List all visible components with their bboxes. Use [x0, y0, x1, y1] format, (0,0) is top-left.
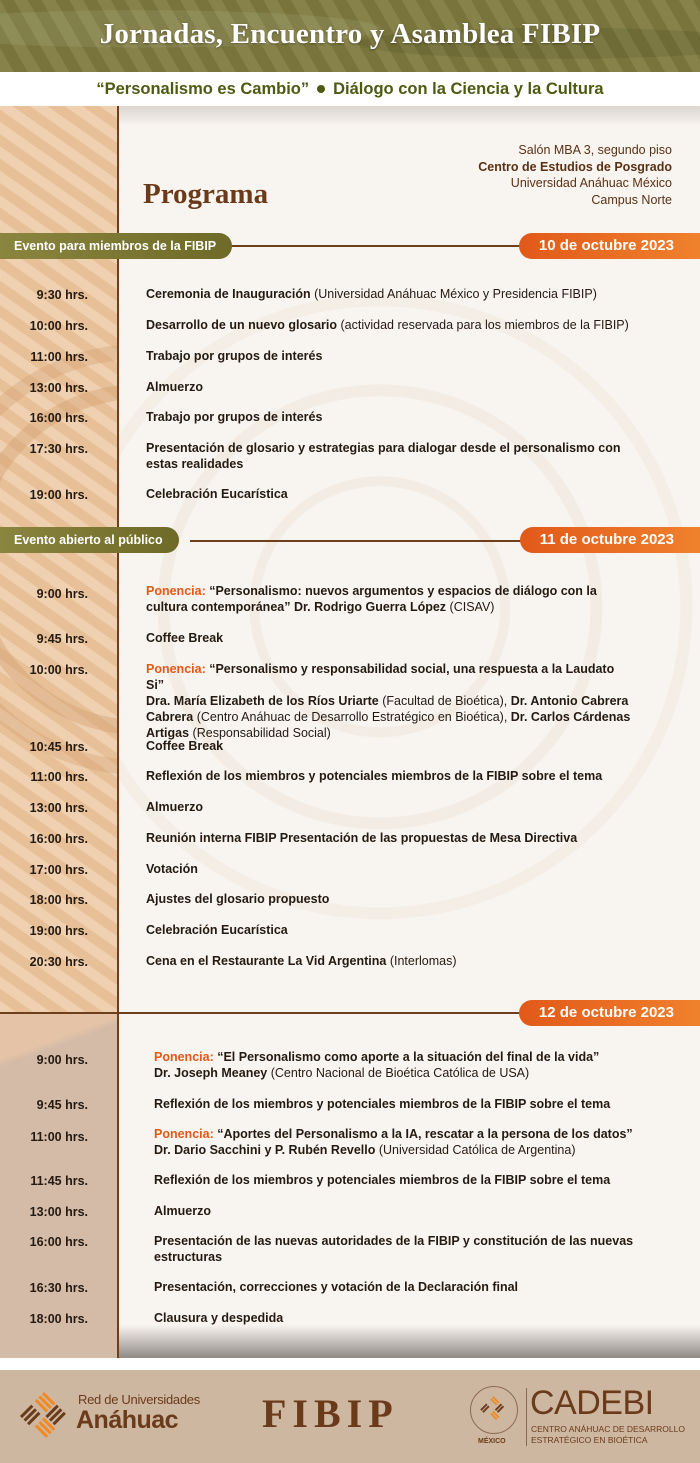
activity-note: (Universidad Anáhuac México y Presidencia FIBIP)	[310, 287, 597, 301]
row-description	[146, 486, 631, 502]
row-description	[146, 348, 631, 364]
row-description	[146, 286, 631, 302]
row-description	[154, 1172, 639, 1188]
row-time: 19:00 hrs.	[29, 488, 88, 502]
row-description	[146, 583, 631, 615]
row-description	[146, 953, 631, 969]
speaker-affiliation: (Centro Nacional de Bioética Católica de USA)	[267, 1066, 530, 1080]
activity: Votación	[146, 862, 198, 876]
activity-note: (actividad reservada para los miembros de la FIBIP)	[337, 318, 629, 332]
activity: Ajustes del glosario propuesto	[146, 892, 330, 906]
row-description	[146, 738, 631, 754]
row-time: 18:00 hrs.	[29, 893, 88, 907]
speaker-name: Dr. Antonio Cabrera Cabrera	[146, 694, 629, 724]
bullet-dot-icon	[317, 85, 325, 93]
row-time: 11:45 hrs.	[30, 1174, 88, 1188]
row-time: 11:00 hrs.	[30, 770, 88, 784]
row-time: 9:30 hrs.	[36, 288, 88, 302]
row-description	[146, 409, 631, 425]
row-description	[146, 861, 631, 877]
ponencia-label: Ponencia:	[154, 1050, 214, 1064]
row-time: 9:45 hrs.	[36, 1098, 88, 1112]
venue-line: Salón MBA 3, segundo piso	[518, 143, 672, 157]
cadebi-wordmark: CADEBI	[530, 1384, 654, 1422]
row-description	[146, 440, 631, 472]
row-time: 9:45 hrs.	[36, 632, 88, 646]
row-description	[154, 1203, 639, 1219]
activity-note: (Interlomas)	[386, 954, 457, 968]
anahuac-weave-icon	[18, 1390, 70, 1442]
venue-line: Universidad Anáhuac México	[510, 176, 672, 190]
seal-weave-icon	[471, 1387, 516, 1432]
speaker-name: Dr. Joseph Meaney	[154, 1066, 268, 1080]
activity: Coffee Break	[146, 739, 224, 753]
activity: Celebración Eucarística	[146, 487, 288, 501]
venue-line: Campus Norte	[591, 192, 672, 207]
activity: Reflexión de los miembros y potenciales miembros de la FIBIP sobre el tema	[154, 1097, 611, 1111]
speaker-affiliation: (CISAV)	[446, 600, 495, 614]
section-label-public: Evento abierto al público	[0, 527, 179, 553]
row-time: 17:00 hrs.	[29, 863, 88, 877]
row-description	[146, 630, 631, 646]
cadebi-subtitle-2: ESTRATÉGICO EN BIOÉTICA	[531, 1435, 648, 1445]
activity: Clausura y despedida	[154, 1311, 284, 1325]
row-description	[146, 799, 631, 815]
subtitle-rest: Diálogo con la Ciencia y la Cultura	[333, 80, 604, 98]
subtitle-quote: “Personalismo es Cambio”	[96, 80, 310, 98]
speaker-affiliation: (Responsabilidad Social)	[189, 726, 331, 740]
footer-gap	[0, 1358, 700, 1370]
section-line	[190, 540, 530, 542]
row-description	[154, 1126, 639, 1158]
speaker-name: Dra. María Elizabeth de los Ríos Uriarte	[146, 694, 379, 708]
logo-cadebi	[470, 1384, 695, 1454]
row-time: 11:00 hrs.	[30, 350, 88, 364]
row-time: 9:00 hrs.	[36, 587, 88, 601]
ponencia-label: Ponencia:	[146, 584, 206, 598]
cadebi-divider	[526, 1388, 527, 1446]
logo-fibip: FIBIP	[262, 1391, 399, 1436]
row-description	[154, 1049, 639, 1081]
row-time: 11:00 hrs.	[30, 1130, 88, 1144]
row-description	[154, 1310, 639, 1326]
row-description	[154, 1233, 639, 1265]
speaker-name: Dr. Rodrigo Guerra López	[293, 600, 447, 614]
seal-mexico-label: MÉXICO	[478, 1438, 506, 1445]
anahuac-wordmark: Anáhuac	[76, 1406, 179, 1434]
activity: Almuerzo	[146, 380, 203, 394]
anahuac-network-label: Red de Universidades	[78, 1392, 200, 1407]
row-time: 13:00 hrs.	[29, 381, 88, 395]
row-time: 20:30 hrs.	[29, 955, 88, 969]
talk-title: “Aportes del Personalismo a la IA, rescatar a la persona de los datos”	[213, 1127, 633, 1141]
row-time: 13:00 hrs.	[29, 801, 88, 815]
activity: Celebración Eucarística	[146, 923, 288, 937]
section-line	[220, 245, 530, 247]
activity: Cena en el Restaurante La Vid Argentina	[146, 954, 387, 968]
row-time: 19:00 hrs.	[29, 924, 88, 938]
activity: Reunión interna FIBIP Presentación de las propuestas de Mesa Directiva	[146, 831, 578, 845]
row-time: 16:00 hrs.	[29, 411, 88, 425]
activity: Desarrollo de un nuevo glosario	[146, 318, 338, 332]
talk-title: “Personalismo y responsabilidad social, una respuesta a la Laudato Si”	[146, 662, 615, 692]
speaker-affiliation: (Universidad Católica de Argentina)	[375, 1143, 576, 1157]
row-time: 10:00 hrs.	[29, 663, 88, 677]
speaker-name: Dr. Carlos Cárdenas Artigas	[146, 710, 631, 740]
row-description	[146, 317, 631, 333]
activity: Reflexión de los miembros y potenciales miembros de la FIBIP sobre el tema	[154, 1173, 611, 1187]
row-time: 18:00 hrs.	[29, 1312, 88, 1326]
speaker-affiliation: (Centro Anáhuac de Desarrollo Estratégico en Bioética),	[193, 710, 511, 724]
program-title: Programa	[143, 178, 269, 210]
row-time: 16:00 hrs.	[29, 1235, 88, 1249]
row-description	[146, 830, 631, 846]
activity: Trabajo por grupos de interés	[146, 349, 323, 363]
date-badge-oct12: 12 de octubre 2023	[519, 1000, 700, 1026]
university-seal-icon	[470, 1386, 518, 1434]
ponencia-label: Ponencia:	[154, 1127, 214, 1141]
speaker-name: Dr. Dario Sacchini y P. Rubén Revello	[154, 1143, 376, 1157]
date-badge-oct10: 10 de octubre 2023	[519, 233, 700, 259]
activity: Ceremonia de Inauguración	[146, 287, 311, 301]
row-time: 9:00 hrs.	[36, 1053, 88, 1067]
cadebi-subtitle-1: CENTRO ANÁHUAC DE DESARROLLO	[531, 1424, 685, 1434]
logo-red-anahuac	[18, 1386, 218, 1446]
venue-info	[478, 142, 672, 208]
row-description	[146, 768, 631, 784]
activity: Presentación de las nuevas autoridades de la FIBIP y constitución de las nuevas estructuras	[154, 1234, 634, 1264]
activity: Almuerzo	[146, 800, 203, 814]
event-subtitle	[0, 72, 700, 106]
date-badge-oct11: 11 de octubre 2023	[520, 527, 700, 553]
bottom-shadow	[118, 1325, 700, 1358]
row-time: 16:30 hrs.	[29, 1281, 88, 1295]
row-time: 13:00 hrs.	[29, 1205, 88, 1219]
activity: Coffee Break	[146, 631, 224, 645]
row-description	[146, 922, 631, 938]
row-time: 16:00 hrs.	[29, 832, 88, 846]
activity: Reflexión de los miembros y potenciales miembros de la FIBIP sobre el tema	[146, 769, 603, 783]
ponencia-label: Ponencia:	[146, 662, 206, 676]
row-description	[146, 661, 631, 741]
row-description	[154, 1279, 639, 1295]
venue-line: Centro de Estudios de Posgrado	[478, 159, 672, 174]
activity: Presentación de glosario y estrategias para dialogar desde el personalismo con estas realidades	[146, 441, 621, 471]
speaker-affiliation: (Facultad de Bioética),	[378, 694, 511, 708]
talk-title: “Personalismo: nuevos argumentos y espacios de diálogo con la cultura contemporánea”	[146, 584, 597, 614]
talk-title: “El Personalismo como aporte a la situación del final de la vida”	[213, 1050, 600, 1064]
activity: Presentación, correcciones y votación de la Declaración final	[154, 1280, 519, 1294]
event-title: Jornadas, Encuentro y Asamblea FIBIP	[99, 18, 601, 50]
row-time: 17:30 hrs.	[29, 442, 88, 456]
section-label-members: Evento para miembros de la FIBIP	[0, 233, 232, 259]
row-description	[146, 891, 631, 907]
row-description	[146, 379, 631, 395]
row-time: 10:00 hrs.	[29, 319, 88, 333]
vertical-divider	[117, 106, 119, 1358]
activity: Almuerzo	[154, 1204, 211, 1218]
row-description	[154, 1096, 639, 1112]
top-shadow	[118, 106, 700, 126]
activity: Trabajo por grupos de interés	[146, 410, 323, 424]
row-time: 10:45 hrs.	[29, 740, 88, 754]
